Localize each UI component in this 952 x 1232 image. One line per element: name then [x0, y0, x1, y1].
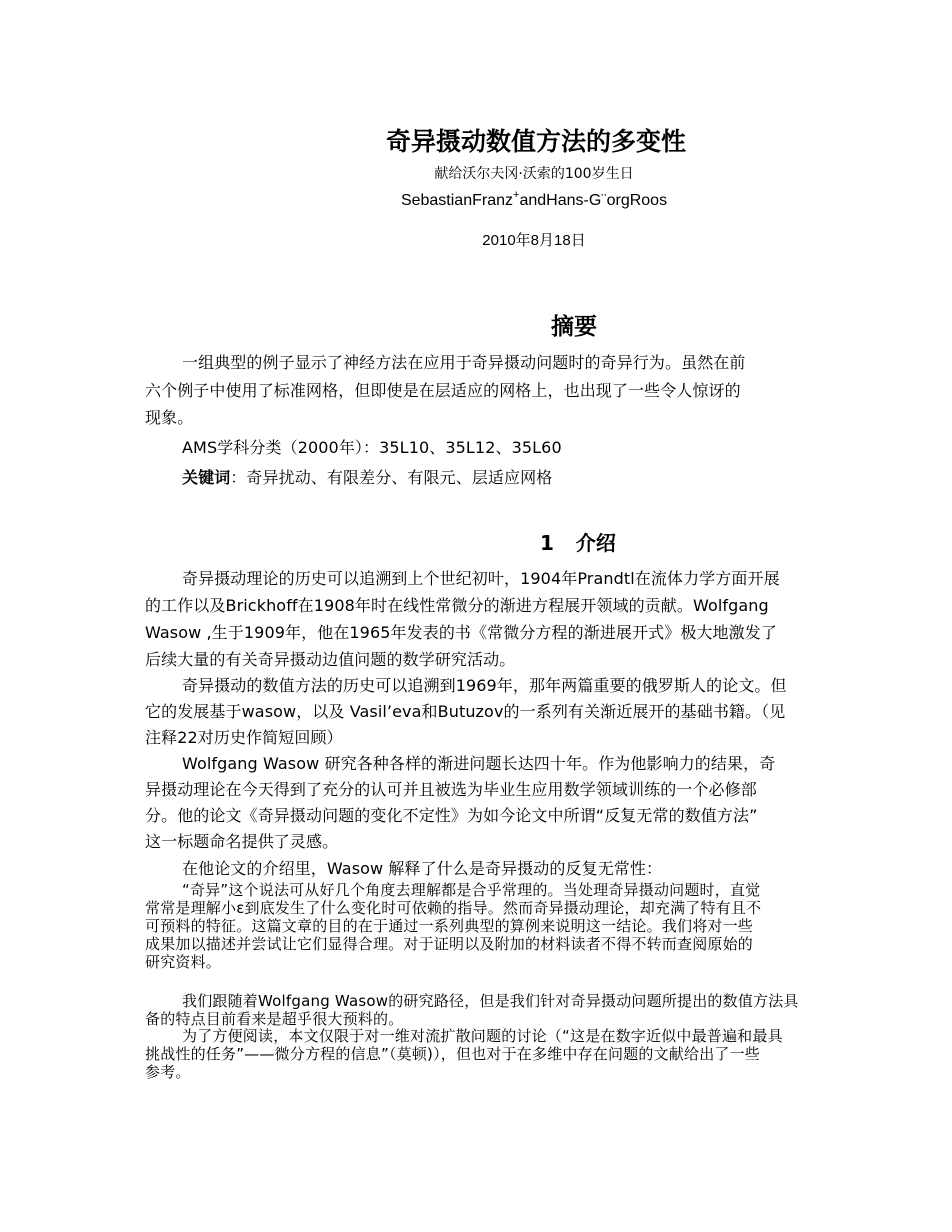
body-line: 分。他的论文《奇异摄动问题的变化不定性》为如今论文中所谓“反复无常的数值方法”	[145, 806, 758, 825]
author-rest: andHans-G¨orgRoos	[519, 192, 668, 209]
quote-line: 常常是理解小ε到底发生了什么变化时可依赖的指导。然而奇异摄动理论，却充满了特有且不	[145, 899, 762, 917]
body-line: 注释22对历史作简短回顾）	[145, 728, 343, 747]
dedication: 献给沃尔夫冈·沃索的100岁生日	[434, 166, 634, 182]
section-heading	[540, 527, 616, 556]
body-line: 在他论文的介绍里，Wasow 解释了什么是奇异摄动的反复无常性：	[182, 859, 663, 878]
quote-line: 可预料的特征。这篇文章的目的在于通过一系列典型的算例来说明这一结论。我们将对一些	[145, 917, 754, 935]
section-number: 1	[540, 531, 554, 555]
keywords-label: 关键词	[182, 468, 231, 487]
paper-date: 2010年8月18日	[482, 232, 586, 249]
body-line: 它的发展基于wasow，以及 Vasil’eva和Butuzov的一系列有关渐近展开的基础书籍。（见	[145, 702, 786, 721]
body-line: 奇异摄动理论的历史可以追溯到上个世纪初叶，1904年Prandtl在流体力学方面开展	[182, 569, 780, 588]
body-line: 奇异摄动的数值方法的历史可以追溯到1969年，那年两篇重要的俄罗斯人的论文。但	[182, 676, 787, 695]
author-first: SebastianFranz	[400, 192, 513, 209]
author-mark: +	[513, 189, 520, 201]
body-line: 挑战性的任务”——微分方程的信息”（莫顿)），但也对于在多维中存在问题的文献给出了一些	[145, 1045, 760, 1063]
keywords	[182, 465, 552, 488]
body-line: 为了方便阅读，本文仅限于对一维对流扩散问题的讨论（“这是在数字近似中最普遍和最具	[182, 1027, 783, 1045]
quote-line: “奇异”这个说法可从好几个角度去理解都是合乎常理的。当处理奇异摄动问题时，直觉	[182, 881, 761, 899]
section-title: 介绍	[575, 531, 616, 555]
ams-classification: AMS学科分类（2000年）：35L10、35L12、35L60	[182, 438, 562, 457]
body-line: Wasow ,生于1909年，他在1965年发表的书《常微分方程的渐进展开式》极大地激发了	[145, 623, 777, 642]
body-line: 这一标题命名提供了灵感。	[145, 832, 339, 851]
body-line: 后续大量的有关奇异摄动边值问题的数学研究活动。	[145, 650, 516, 669]
body-line: 的工作以及Brickhoff在1908年时在线性常微分的渐进方程展开领域的贡献。Wolfgang	[145, 596, 769, 615]
paper-title: 奇异摄动数值方法的多变性	[385, 127, 686, 156]
body-line: 我们跟随着Wolfgang Wasow的研究路径，但是我们针对奇异摄动问题所提出的数值方法具	[182, 992, 799, 1010]
authors	[58, 189, 952, 210]
body-line: 备的特点目前看来是超乎很大预料的。	[145, 1010, 404, 1028]
body-line: 异摄动理论在今天得到了充分的认可并且被选为毕业生应用数学领域训练的一个必修部	[145, 780, 757, 799]
abstract-line: 一组典型的例子显示了神经方法在应用于奇异摄动问题时的奇异行为。虽然在前	[182, 353, 746, 372]
abstract-line: 现象。	[145, 408, 194, 427]
quote-line: 研究资料。	[145, 953, 222, 971]
abstract-line: 六个例子中使用了标准网格，但即使是在层适应的网格上，也出现了一些令人惊讶的	[145, 381, 741, 400]
quote-line: 成果加以描述并尝试让它们显得合理。对于证明以及附加的材料读者不得不转而查阅原始的	[145, 935, 754, 953]
abstract-heading: 摘要	[551, 314, 597, 340]
keywords-text: ：奇异扰动、有限差分、有限元、层适应网格	[230, 468, 553, 487]
body-line: Wolfgang Wasow 研究各种各样的渐进问题长达四十年。作为他影响力的结果，奇	[182, 754, 776, 773]
body-line: 参考。	[145, 1063, 191, 1081]
